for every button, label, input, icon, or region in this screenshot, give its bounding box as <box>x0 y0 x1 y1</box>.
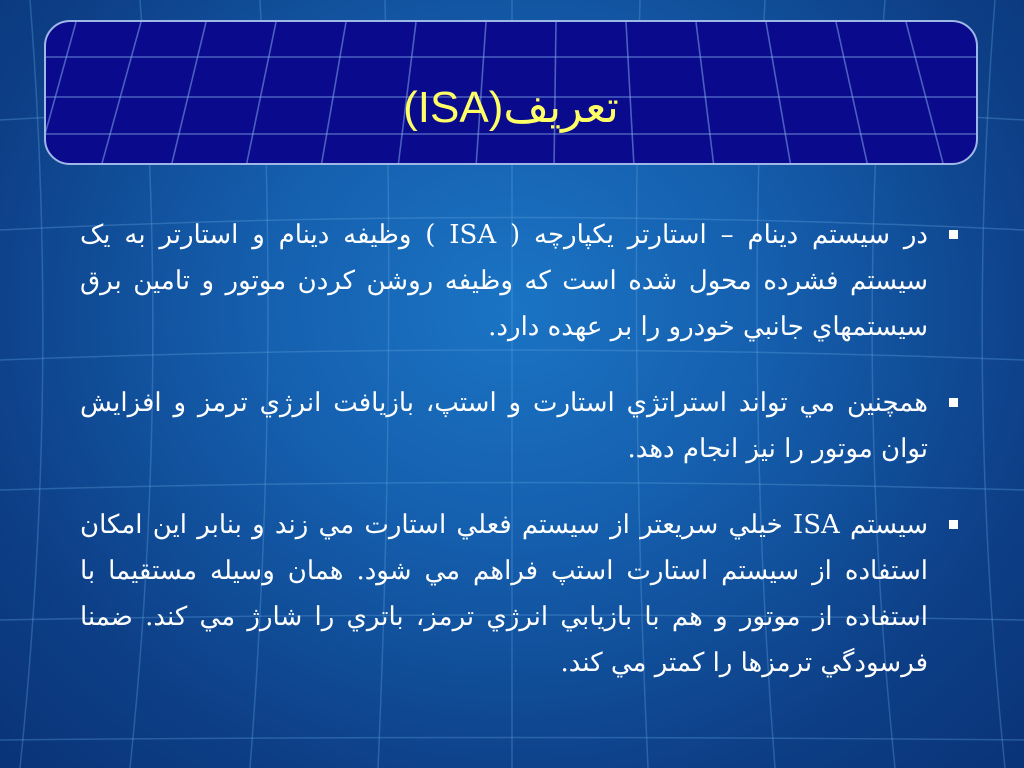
bullet-text: همچنين مي تواند استراتژي استارت و استپ، بازيافت انرژي ترمز و افزايش توان موتور را نيز انجام دهد. <box>80 388 928 464</box>
bullet-text: سيستم ISA خيلي سريعتر از سيستم فعلي استارت مي زند و بنابر اين امکان استفاده از سيستم استارت استپ فراهم مي شود. همان وسيله مستقيما با استفاده از موتور و هم با بازيابي انرژي ترمز، باتري را شارژ مي کند. ضمنا فرسودگي ترمزها را کمتر مي کند. <box>80 510 928 678</box>
slide-body <box>80 212 960 716</box>
bullet-item <box>80 502 960 686</box>
square-bullet-icon <box>949 398 958 407</box>
bullet-item <box>80 380 960 472</box>
title-box <box>44 20 978 165</box>
bullet-item <box>80 212 960 350</box>
bullet-text: در سيستم دينام – استارتر يکپارچه ( ISA ) وظيفه دينام و استارتر به يک سيستم فشرده محول شده است که وظيفه روشن کردن موتور و تامين برق سيستمهاي جانبي خودرو را بر عهده دارد. <box>80 220 928 342</box>
slide-title: تعريف(ISA) <box>403 83 619 132</box>
square-bullet-icon <box>949 520 958 529</box>
square-bullet-icon <box>949 230 958 239</box>
